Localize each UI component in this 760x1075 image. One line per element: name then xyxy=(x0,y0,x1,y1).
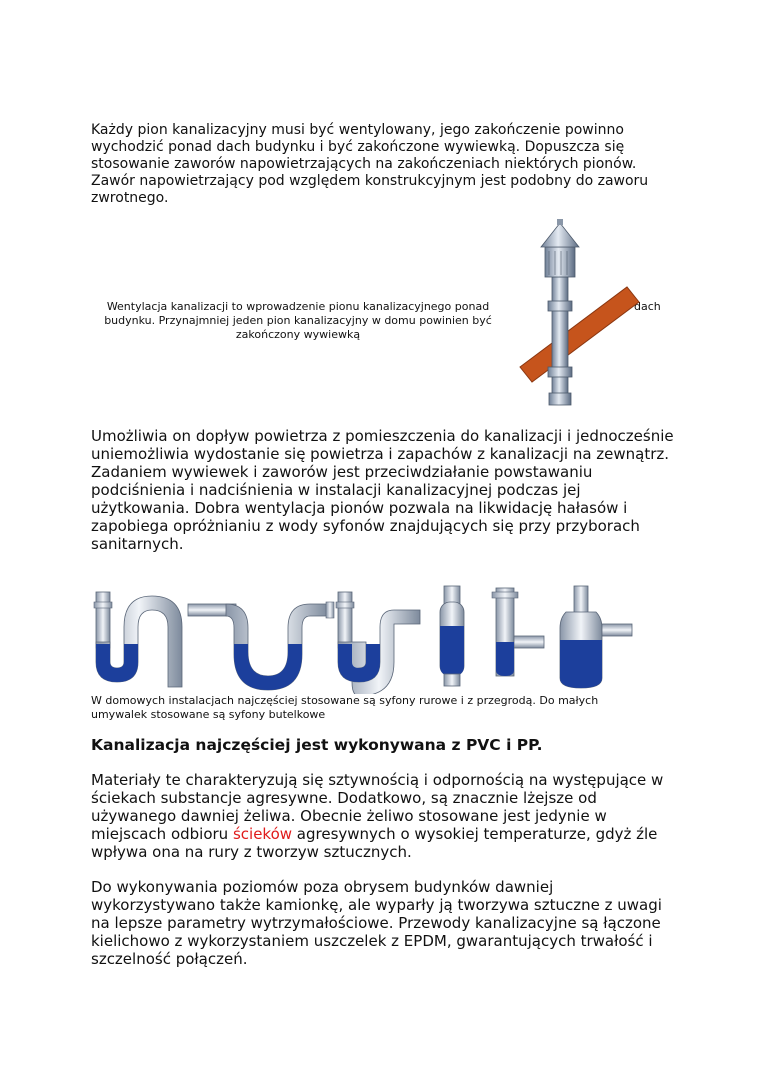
ventilation-paragraph: Umożliwia on dopływ powietrza z pomieszczenia do kanalizacji i jednocześnie uniemożliwia wydostanie się powietrza i zapachów z kanalizacji na zewnątrz. Zadaniem wywiewek i zaworów jest przeciwdziałanie powstawaniu podciśnienia i nadciśnienia w instalacji kanalizacyjnej podczas jej użytkowania. Dobra wentylacja pionów pozwala na likwidację hałasów i zapobiega opróżnianiu z wody syfonów znajdujących się przy przyborach sanitarnych. xyxy=(91,427,674,553)
materials-paragraph xyxy=(91,771,681,861)
roof-slab xyxy=(520,287,639,382)
materials-text-after: agresywnych o wysokiej temperaturze, gdyż źle wpływa ona na rury z tworzyw sztucznych. xyxy=(91,825,658,861)
intro-paragraph: Każdy pion kanalizacyjny musi być wentylowany, jego zakończenie powinno wychodzić ponad dach budynku i być zakończone wywiewką. Dopuszcza się stosowanie zaworów napowietrzających na zakończeniach niektórych pionów. Zawór napowietrzający pod względem konstrukcyjnym jest podobny do zaworu zwrotnego. xyxy=(91,122,649,206)
tube-siphon-3 xyxy=(324,592,420,694)
vent-pipe-illustration xyxy=(515,217,645,409)
materials-text-before: Materiały te charakteryzują się sztywnością i odpornością na występujące w ściekach substancje agresywne. Dodatkowo, są znacznie lżejsze od używanego dawniej żeliwa. Obecnie żeliwo stosowane jest jedynie w miejscach odbioru xyxy=(91,771,664,843)
partition-siphon xyxy=(492,588,544,676)
section-heading: Kanalizacja najczęściej jest wykonywana z PVC i PP. xyxy=(91,736,543,754)
barrel-siphon xyxy=(440,586,464,686)
tube-siphon-1 xyxy=(94,592,182,687)
stoneware-paragraph: Do wykonywania poziomów poza obrysem budynków dawniej wykorzystywano także kamionkę, ale wyparły ją tworzywa sztuczne z uwagi na lepsze parametry wytrzymałościowe. Przewody kanalizacyjne są łączone kielichowo z wykorzystaniem uszczelek z EPDM, gwarantujących trwałość i szczelność połączeń. xyxy=(91,878,662,968)
wastewater-link[interactable]: ścieków xyxy=(232,825,293,843)
vent-pipe xyxy=(552,277,568,401)
vent-figure-caption: Wentylacja kanalizacji to wprowadzenie pionu kanalizacyjnego ponad budynku. Przynajmniej jeden pion kanalizacyjny w domu powinien być zakończony wywiewką xyxy=(104,300,492,341)
vent-cap xyxy=(545,247,575,277)
siphon-figure-caption: W domowych instalacjach najczęściej stosowane są syfony rurowe i z przegrodą. Do małych umywalek stosowane są syfony butelkowe xyxy=(91,694,599,721)
tube-siphon-2 xyxy=(188,602,334,690)
vent-figure-caption-side: dach xyxy=(634,300,661,313)
bottle-siphon xyxy=(560,586,632,688)
siphon-types-illustration xyxy=(88,582,638,694)
